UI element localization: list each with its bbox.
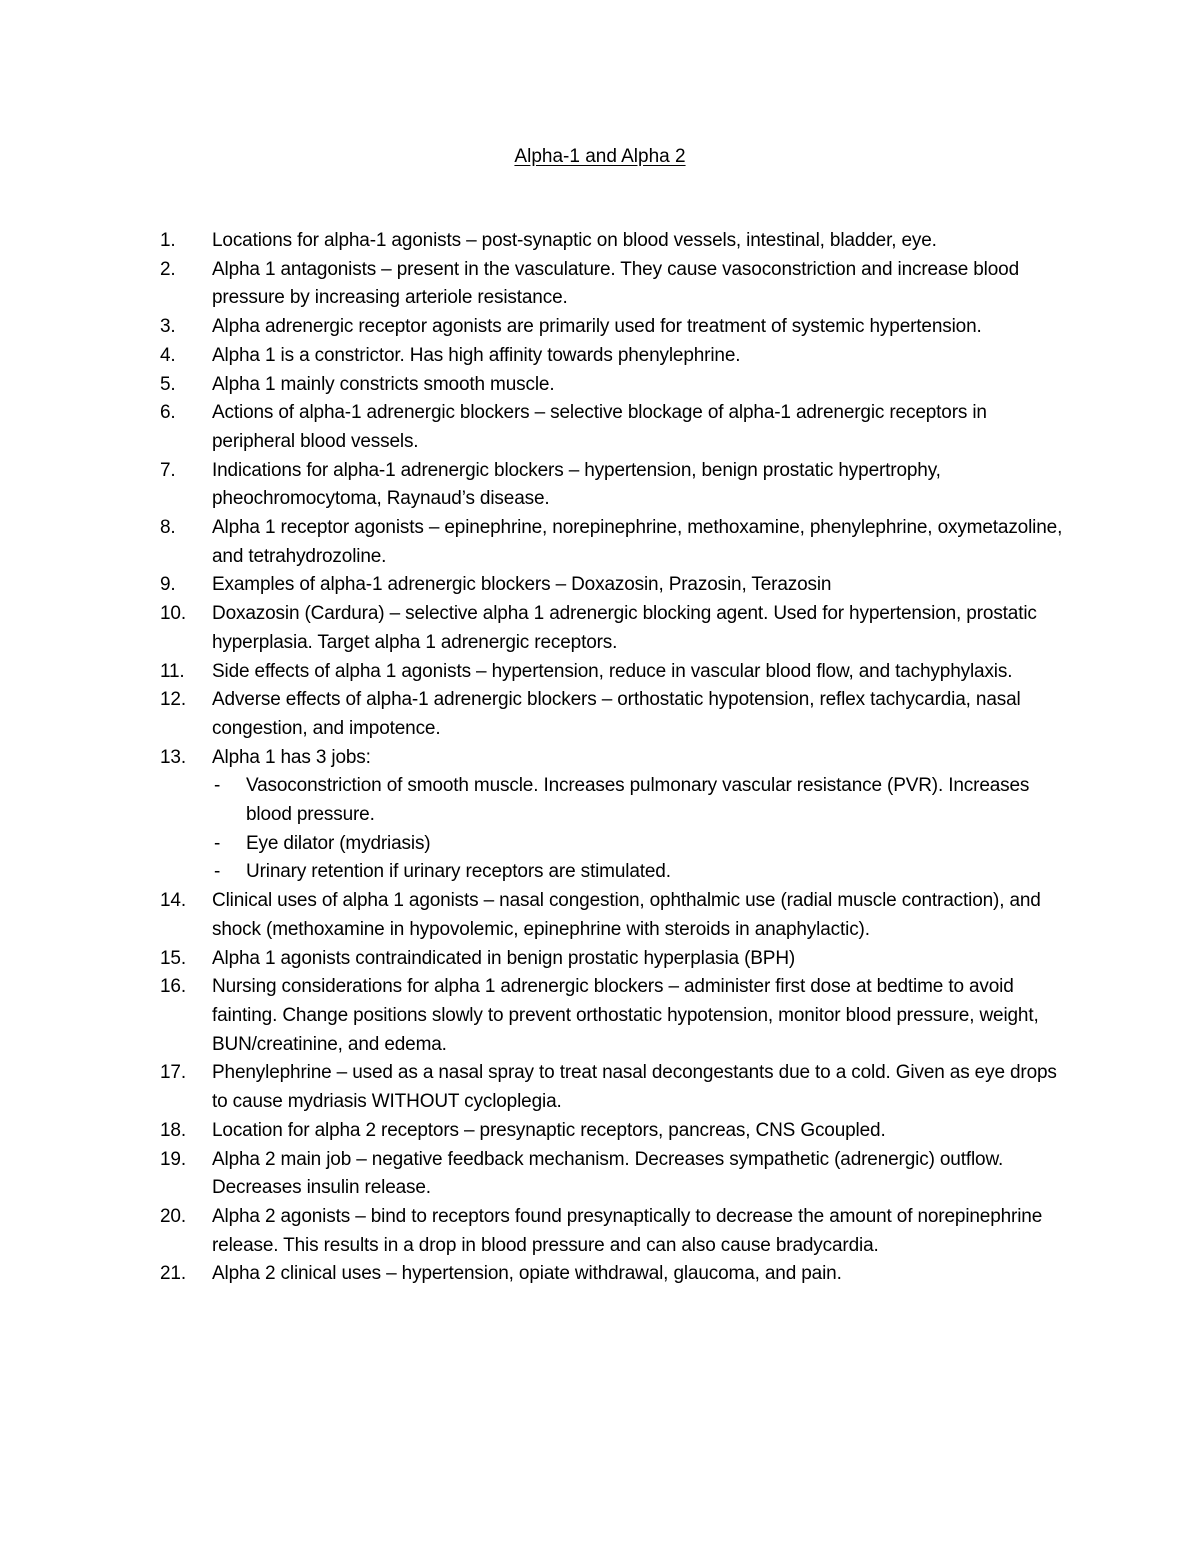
list-item [0, 313, 1200, 342]
item-text: Alpha 1 has 3 jobs: [212, 746, 371, 768]
list-item [0, 1117, 1200, 1146]
item-number: 4. [160, 344, 176, 366]
item-text: Alpha 2 agonists – bind to receptors found presynaptically to decrease the amount of norepinephrine release. This results in a drop in blood pressure and can also cause bradycardia. [212, 1205, 1043, 1256]
sub-item-text: Eye dilator (mydriasis) [246, 832, 431, 854]
item-number: 11. [160, 660, 185, 682]
sub-list-item [212, 772, 1070, 829]
item-number: 20. [160, 1205, 186, 1227]
item-number: 6. [160, 402, 176, 424]
item-number: 3. [160, 316, 176, 338]
item-number: 9. [160, 574, 176, 596]
item-text: Alpha 2 main job – negative feedback mechanism. Decreases sympathetic (adrenergic) outflow. Decreases insulin release. [212, 1148, 1004, 1199]
list-item [0, 945, 1200, 974]
item-number: 10. [160, 603, 186, 625]
list-item [0, 256, 1200, 313]
list-item [0, 887, 1200, 944]
item-number: 17. [160, 1062, 186, 1084]
item-text: Alpha 1 mainly constricts smooth muscle. [212, 373, 555, 395]
item-number: 13. [160, 746, 186, 768]
item-text: Nursing considerations for alpha 1 adrenergic blockers – administer first dose at bedtime to avoid fainting. Change positions slowly to prevent orthostatic hypotension, monitor blood pressure, weight, BUN/creatinine, and edema. [212, 976, 1039, 1055]
item-text: Alpha adrenergic receptor agonists are primarily used for treatment of systemic hypertension. [212, 316, 982, 338]
item-text: Alpha 1 antagonists – present in the vasculature. They cause vasoconstriction and increase blood pressure by increasing arteriole resistance. [212, 258, 1019, 309]
item-text: Alpha 1 agonists contraindicated in benign prostatic hyperplasia (BPH) [212, 947, 796, 969]
item-text: Phenylephrine – used as a nasal spray to treat nasal decongestants due to a cold. Given as eye drops to cause mydriasis WITHOUT cycloplegia. [212, 1062, 1057, 1113]
document-title: Alpha-1 and Alpha 2 [514, 146, 686, 167]
list-item [0, 514, 1200, 571]
item-text: Adverse effects of alpha-1 adrenergic blockers – orthostatic hypotension, reflex tachycardia, nasal congestion, and impotence. [212, 689, 1021, 739]
item-text: Location for alpha 2 receptors – presynaptic receptors, pancreas, CNS Gcoupled. [212, 1119, 886, 1141]
sub-list [212, 772, 1070, 887]
list-item [0, 457, 1200, 514]
item-text: Actions of alpha-1 adrenergic blockers – selective blockage of alpha-1 adrenergic receptors in peripheral blood vessels. [212, 402, 987, 452]
numbered-list [0, 227, 1200, 1289]
list-item [0, 1059, 1200, 1116]
list-item [0, 1146, 1200, 1203]
item-number: 7. [160, 459, 176, 481]
list-item [0, 227, 1200, 256]
item-number: 14. [160, 890, 186, 912]
sub-item-text: Urinary retention if urinary receptors are stimulated. [246, 861, 671, 883]
list-item [0, 399, 1200, 456]
item-number: 18. [160, 1119, 186, 1141]
dash-bullet: - [214, 861, 221, 883]
item-number: 21. [160, 1263, 186, 1285]
item-number: 15. [160, 947, 186, 969]
list-item [0, 600, 1200, 657]
item-text: Indications for alpha-1 adrenergic blockers – hypertension, benign prostatic hypertrophy, pheochromocytoma, Raynaud’s disease. [212, 459, 941, 510]
item-number: 16. [160, 976, 186, 998]
item-number: 1. [160, 230, 176, 251]
dash-bullet: - [214, 775, 221, 797]
dash-bullet: - [214, 832, 221, 854]
list-item [0, 686, 1200, 743]
list-item [0, 571, 1200, 600]
sub-list-item [212, 858, 1070, 887]
list-item [0, 1260, 1200, 1289]
item-text: Clinical uses of alpha 1 agonists – nasal congestion, ophthalmic use (radial muscle contraction), and shock (methoxamine in hypovolemic, epinephrine with steroids in anaphylactic). [212, 890, 1041, 940]
sub-item-text: Vasoconstriction of smooth muscle. Increases pulmonary vascular resistance (PVR). Increases blood pressure. [246, 775, 1030, 826]
list-item [0, 658, 1200, 687]
sub-list-item [212, 830, 1070, 859]
item-text: Side effects of alpha 1 agonists – hypertension, reduce in vascular blood flow, and tachyphylaxis. [212, 660, 1013, 682]
item-number: 5. [160, 373, 176, 395]
item-number: 8. [160, 517, 176, 539]
item-text: Examples of alpha-1 adrenergic blockers – Doxazosin, Prazosin, Terazosin [212, 574, 832, 596]
item-number: 2. [160, 258, 176, 280]
item-number: 12. [160, 689, 186, 711]
list-item [0, 973, 1200, 1059]
item-text: Alpha 2 clinical uses – hypertension, opiate withdrawal, glaucoma, and pain. [212, 1263, 842, 1285]
list-item [0, 342, 1200, 371]
item-number: 19. [160, 1148, 186, 1170]
item-text: Alpha 1 is a constrictor. Has high affinity towards phenylephrine. [212, 344, 741, 366]
item-text: Locations for alpha-1 agonists – post-synaptic on blood vessels, intestinal, bladder, eye. [212, 230, 937, 251]
list-item [0, 371, 1200, 400]
list-item [0, 744, 1200, 888]
item-text: Alpha 1 receptor agonists – epinephrine, norepinephrine, methoxamine, phenylephrine, oxymetazoline, and tetrahydrozoline. [212, 517, 1063, 567]
item-text: Doxazosin (Cardura) – selective alpha 1 adrenergic blocking agent. Used for hypertension, prostatic hyperplasia. Target alpha 1 adrenergic receptors. [212, 603, 1037, 653]
list-item [0, 1203, 1200, 1260]
